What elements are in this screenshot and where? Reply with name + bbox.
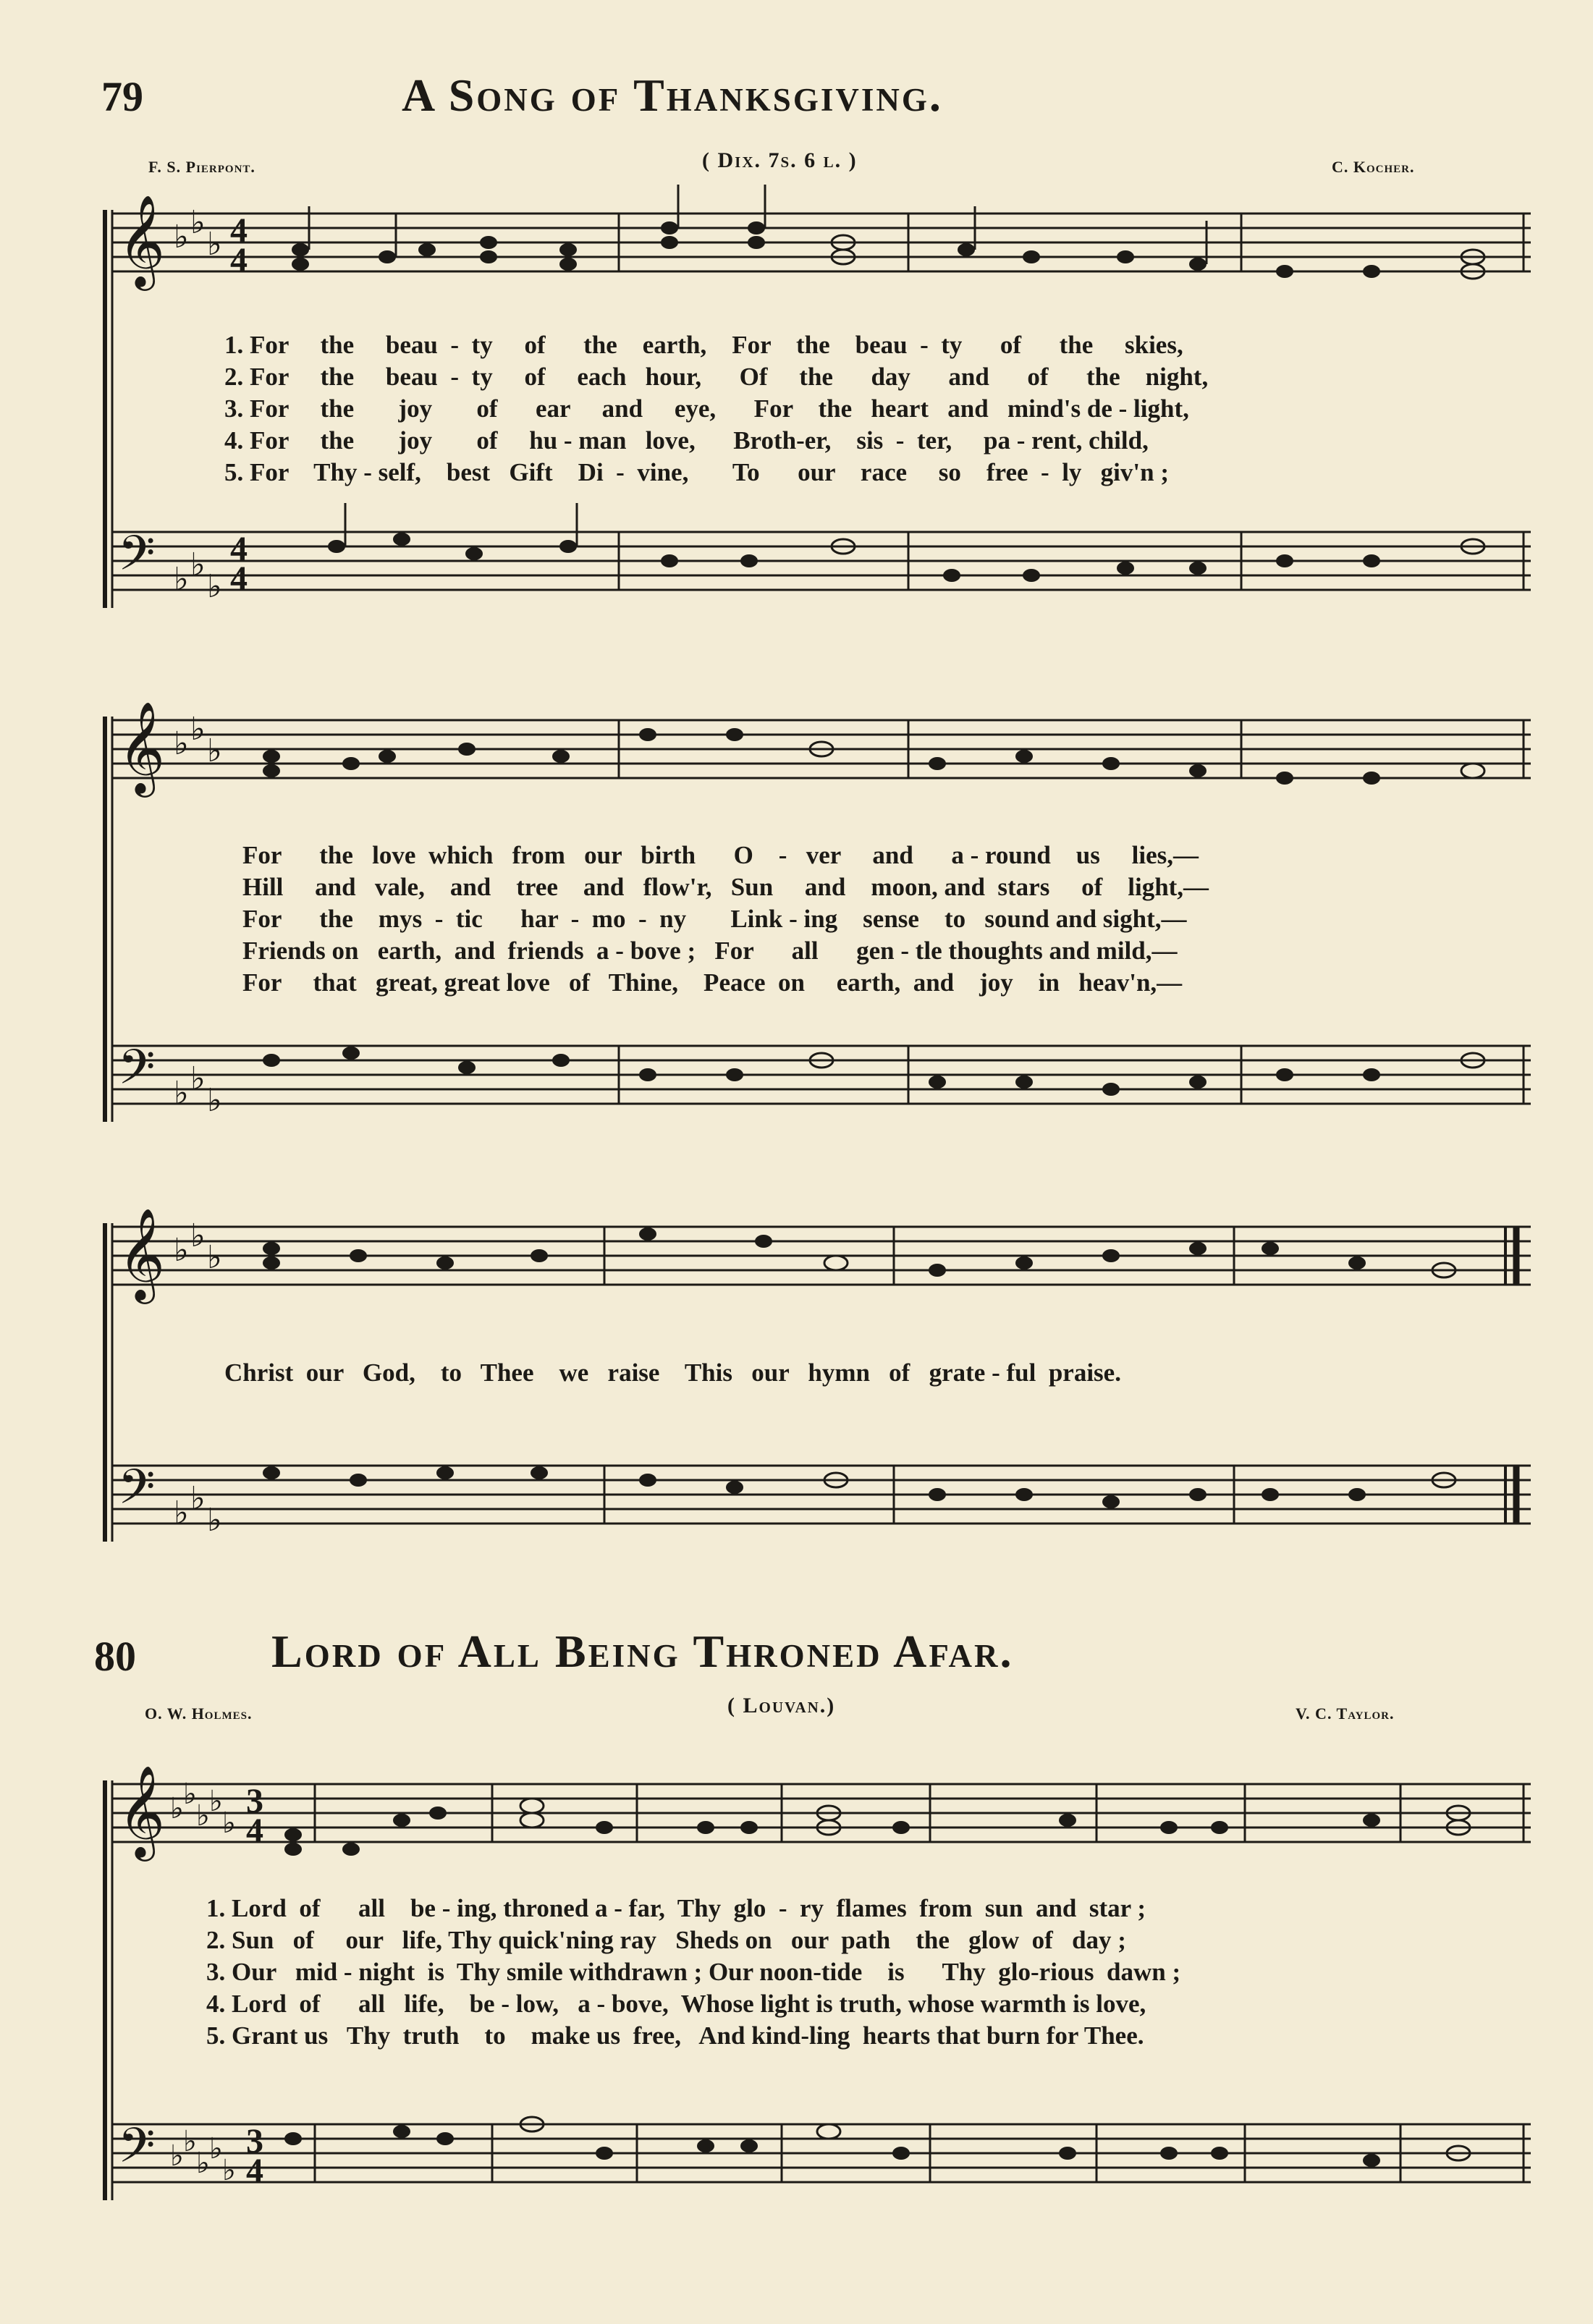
- svg-text:♭: ♭: [207, 1502, 222, 1539]
- tune-name-79: ( Dix. 7s. 6 l. ): [702, 148, 858, 172]
- svg-text:♭: ♭: [190, 1060, 206, 1097]
- lyric-line: 5. Grant us Thy truth to make us free, And kind-ling hearts that burn for Thee.: [206, 2021, 1144, 2050]
- lyric-line: 4. For the joy of hu - man love, Broth-er, sis - ter, pa - rent, child,: [224, 426, 1149, 455]
- treble-clef-icon: 𝄞: [118, 1765, 166, 1857]
- bass-clef-icon: 𝄢: [118, 1459, 156, 1526]
- composer-credit-80: V. C. Taylor.: [1296, 1704, 1395, 1723]
- lyrics-hymn79-part2: [242, 840, 1209, 999]
- hymn-title-80: Lord of All Being Throned Afar.: [271, 1626, 1014, 1677]
- lyric-line: For the mys - tic har - mo - ny Link - ing sense to sound and sight,—: [242, 905, 1187, 933]
- tune-name-80: ( Louvan.): [727, 1694, 836, 1717]
- treble-clef-icon: 𝄞: [118, 1207, 166, 1300]
- lyrics-hymn79-refrain: [224, 1357, 1121, 1389]
- composer-credit-79: C. Kocher.: [1332, 158, 1415, 176]
- lyric-line: 3. For the joy of ear and eye, For the heart and mind's de - light,: [224, 394, 1189, 423]
- lyric-line: 2. Sun of our life, Thy quick'ning ray Sheds on our path the glow of day ;: [206, 1926, 1126, 1954]
- refrain-line: Christ our God, to Thee we raise This our hymn of grate - ful praise.: [224, 1359, 1121, 1387]
- svg-text:♭: ♭: [207, 732, 222, 769]
- lyric-line: 2. For the beau - ty of each hour, Of the day and of the night,: [224, 363, 1209, 391]
- music-system-3: [98, 1201, 1531, 1578]
- hymn-number-79: 79: [101, 73, 143, 120]
- treble-clef-icon: 𝄞: [118, 194, 166, 287]
- treble-clef-icon: 𝄞: [118, 701, 166, 793]
- svg-text:♭: ♭: [190, 711, 206, 748]
- svg-text:4: 4: [246, 2152, 263, 2190]
- lyric-line: 1. Lord of all be - ing, throned a - far, Thy glo - ry flames from sun and star ;: [206, 1894, 1146, 1922]
- author-credit-79: F. S. Pierpont.: [148, 158, 255, 176]
- hymn-title-79: A Song of Thanksgiving.: [402, 69, 943, 121]
- svg-text:3: 3: [246, 1782, 263, 1820]
- svg-text:4: 4: [230, 530, 248, 568]
- lyric-line: 1. For the beau - ty of the earth, For the beau - ty of the skies,: [224, 331, 1183, 359]
- svg-text:3: 3: [246, 2122, 263, 2160]
- svg-text:4: 4: [230, 559, 248, 598]
- svg-text:♭: ♭: [207, 1239, 222, 1276]
- lyric-line: For the love which from our birth O - ver and a - round us lies,—: [242, 841, 1199, 869]
- svg-text:♭: ♭: [207, 226, 222, 263]
- svg-text:♭: ♭: [174, 1075, 189, 1112]
- svg-text:♭: ♭: [190, 1217, 206, 1254]
- svg-text:♭: ♭: [207, 568, 222, 605]
- svg-text:4: 4: [230, 241, 248, 279]
- lyric-line: Hill and vale, and tree and flow'r, Sun and moon, and stars of light,—: [242, 873, 1209, 901]
- svg-text:♭: ♭: [190, 1480, 206, 1517]
- svg-text:♭: ♭: [174, 219, 189, 255]
- svg-text:♭: ♭: [174, 725, 189, 762]
- svg-text:♭: ♭: [196, 2147, 210, 2180]
- bass-clef-icon: 𝄢: [118, 2118, 156, 2185]
- lyric-line: 4. Lord of all life, be - low, a - bove, Whose light is truth, whose warmth is love,: [206, 1990, 1146, 2018]
- svg-text:♭: ♭: [183, 1778, 197, 1811]
- svg-text:♭: ♭: [174, 1232, 189, 1269]
- svg-text:4: 4: [230, 211, 248, 250]
- svg-text:♭: ♭: [209, 2132, 223, 2165]
- svg-text:♭: ♭: [196, 1799, 210, 1833]
- svg-text:4: 4: [246, 1812, 263, 1850]
- bass-clef-icon: 𝄢: [118, 1039, 156, 1107]
- svg-text:♭: ♭: [174, 561, 189, 598]
- svg-text:♭: ♭: [190, 546, 206, 583]
- svg-text:♭: ♭: [222, 1807, 236, 1840]
- svg-text:♭: ♭: [209, 1785, 223, 1818]
- hymn-number-80: 80: [94, 1633, 136, 1680]
- svg-text:♭: ♭: [207, 1082, 222, 1119]
- svg-text:♭: ♭: [170, 1792, 184, 1825]
- lyric-line: For that great, great love of Thine, Peace on earth, and joy in heav'n,—: [242, 968, 1183, 997]
- svg-text:♭: ♭: [190, 204, 206, 241]
- svg-text:♭: ♭: [222, 2154, 236, 2187]
- svg-text:♭: ♭: [183, 2125, 197, 2158]
- lyric-line: 3. Our mid - night is Thy smile withdrawn ; Our noon-tide is Thy glo-rious dawn ;: [206, 1958, 1181, 1986]
- lyric-line: Friends on earth, and friends a - bove ; For all gen - tle thoughts and mild,—: [242, 937, 1178, 965]
- lyrics-hymn79-part1: [224, 329, 1208, 489]
- lyric-line: 5. For Thy - self, best Gift Di - vine, To our race so free - ly giv'n ;: [224, 458, 1169, 486]
- author-credit-80: O. W. Holmes.: [145, 1704, 253, 1723]
- bass-clef-icon: 𝄢: [118, 525, 156, 593]
- svg-text:♭: ♭: [170, 2139, 184, 2173]
- svg-text:♭: ♭: [174, 1495, 189, 1531]
- lyrics-hymn80: [206, 1893, 1180, 2052]
